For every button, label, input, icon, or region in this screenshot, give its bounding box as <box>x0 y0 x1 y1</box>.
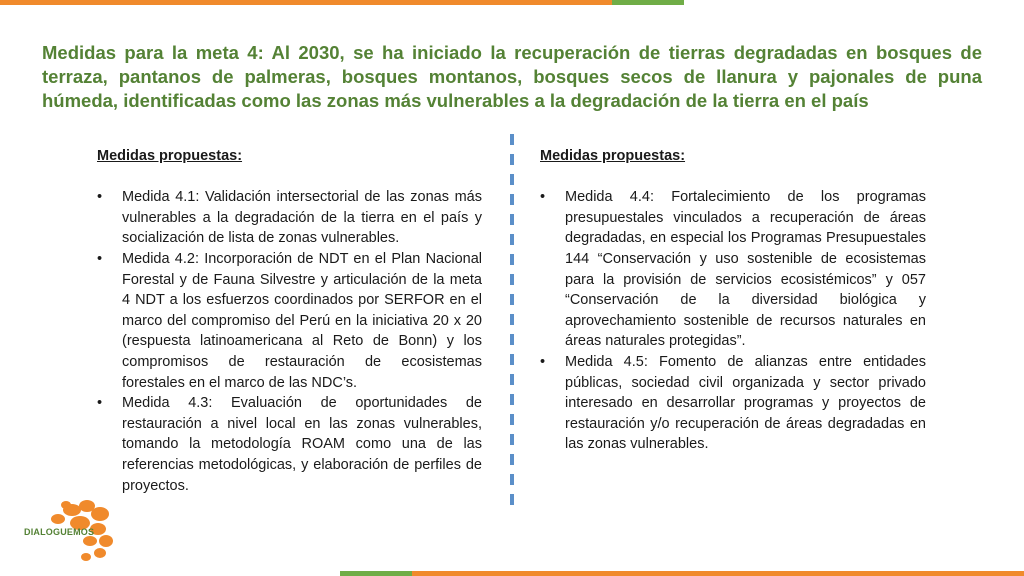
column-divider <box>510 134 514 510</box>
list-item <box>540 352 926 455</box>
list-item-text: Medida 4.5: Fomento de alianzas entre entidades públicas, sociedad civil organizada y sector privado interesado en desarrollar programas y proyectos de restauración y/o recuperación de áreas degradadas en las zonas vulnerables. <box>565 353 926 453</box>
slide-title: Medidas para la meta 4: Al 2030, se ha iniciado la recuperación de tierras degradadas en bosques de terraza, pantanos de palmeras, bosques montanos, bosques secos de llanura y pajonales de puna húmeda, identificadas como las zonas más vulnerables a la degradación de la tierra en el país <box>42 42 982 111</box>
list-item <box>97 393 482 496</box>
dialoguemos-logo <box>20 497 116 567</box>
logo-text: DIALOGUEMOS <box>24 527 95 537</box>
list-item-text: Medida 4.3: Evaluación de oportunidades de restauración a nivel local en las zonas vulnerables, tomando la metodología ROAM como una de las referencias metodológicas, y elaboración de perfiles de proyectos. <box>122 395 482 494</box>
bullet-icon: • <box>97 189 103 206</box>
right-column-heading: Medidas propuestas: <box>540 148 686 164</box>
top-orange-bar <box>0 0 612 5</box>
right-column <box>540 146 926 455</box>
bullet-icon: • <box>97 395 103 412</box>
top-green-bar <box>612 0 684 5</box>
list-item-text: Medida 4.2: Incorporación de NDT en el Plan Nacional Forestal y de Fauna Silvestre y articulación de la meta 4 NDT a los esfuerzos coordinados por SERFOR en el marco del compromiso del Perú en la iniciativa 20 x 20 (respuesta latinoamericana al Reto de Bonn) y los compromisos de restauración de ecosistemas forestales en el marco de las NDC’s. <box>122 250 482 391</box>
bullet-icon: • <box>97 250 103 267</box>
list-item <box>540 187 926 352</box>
list-item <box>97 187 482 249</box>
bullet-icon: • <box>540 353 546 370</box>
left-column-heading: Medidas propuestas: <box>97 148 243 164</box>
bullet-icon: • <box>540 189 546 206</box>
list-item-text: Medida 4.1: Validación intersectorial de las zonas más vulnerables a la degradación de la tierra en el país y socialización de lista de zonas vulnerables. <box>122 189 482 247</box>
left-measures-list <box>97 187 482 496</box>
bottom-green-bar <box>340 571 412 576</box>
bottom-orange-bar <box>412 571 1024 576</box>
left-column <box>97 146 482 496</box>
list-item-text: Medida 4.4: Fortalecimiento de los programas presupuestales vinculados a recuperación de áreas degradadas, en especial los Programas Presupuestales 144 “Conservación y uso sostenible de ecosistemas para la provisión de servicios ecosistémicos” y 057 “Conservación de la diversidad biológica y aprovechamiento sostenible de recursos naturales en áreas naturales protegidas”. <box>565 189 926 350</box>
right-measures-list <box>540 187 926 455</box>
list-item <box>97 249 482 393</box>
